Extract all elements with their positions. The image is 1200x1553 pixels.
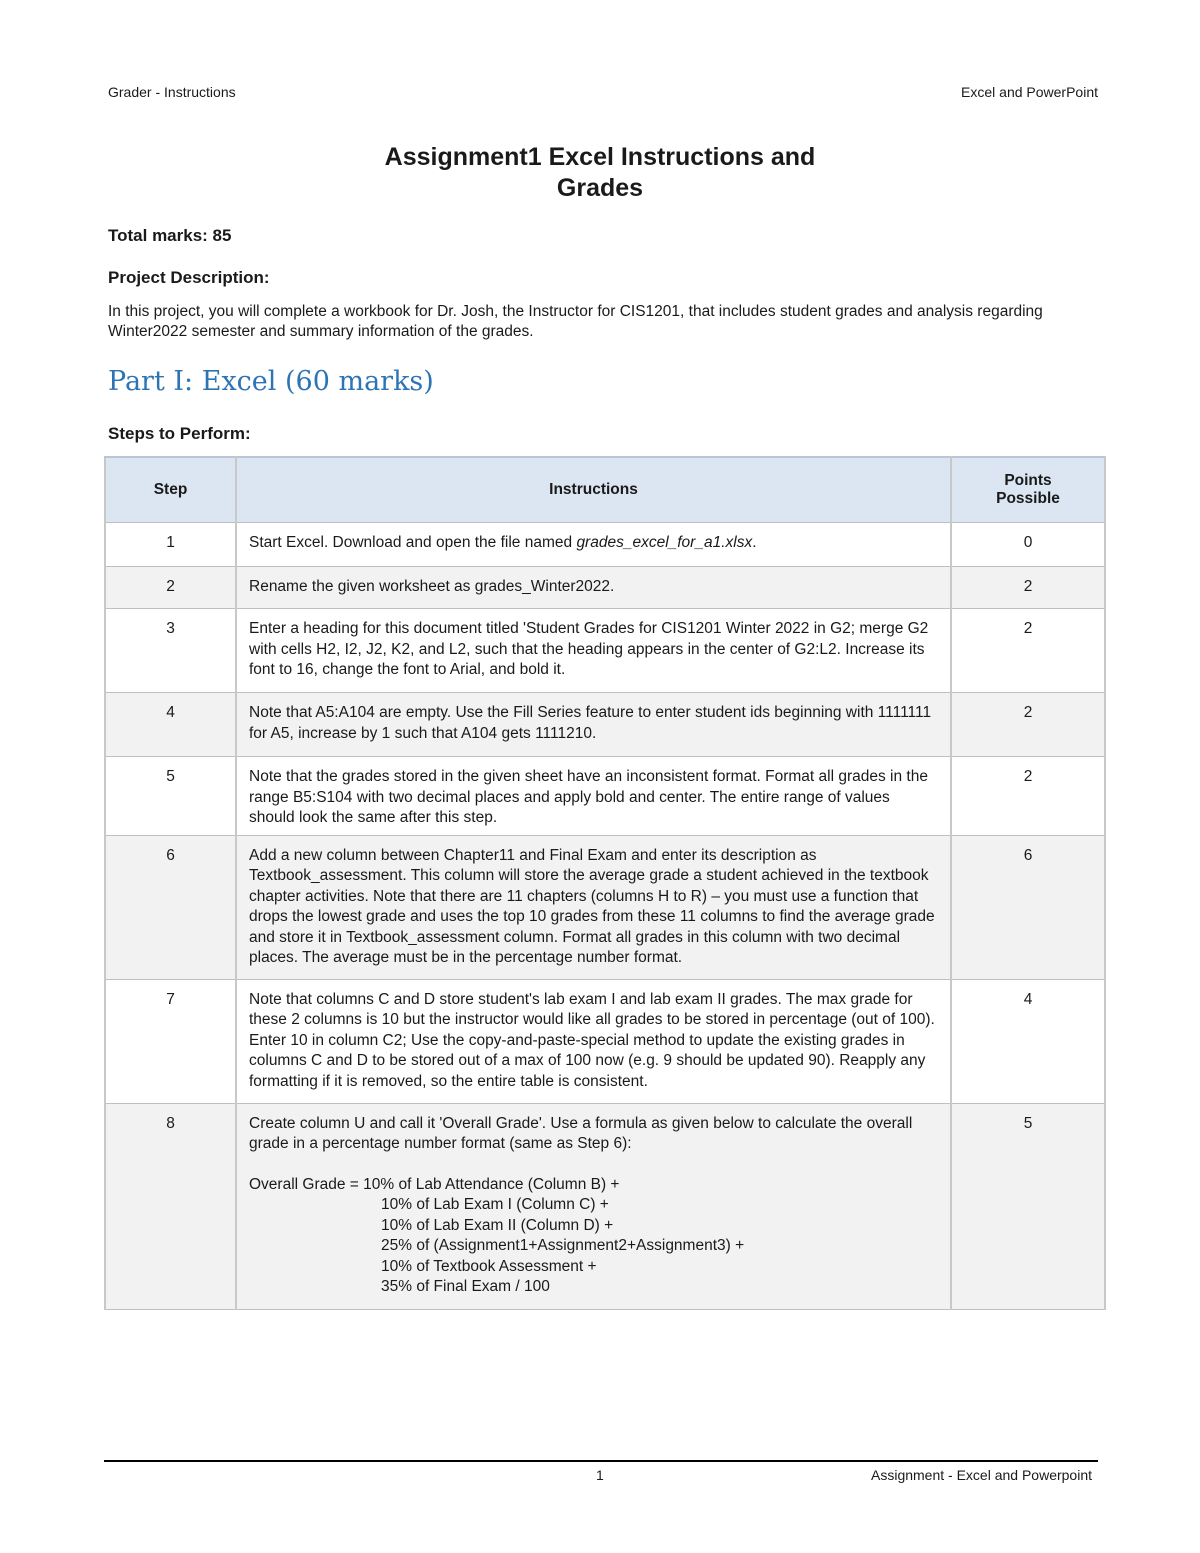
step-points: 0	[951, 523, 1105, 567]
step-instruction: Note that A5:A104 are empty. Use the Fill Series feature to enter student ids beginning with 1111111 for A5, increase by 1 such that A104 gets 1111210.	[236, 693, 951, 757]
formula-line: 10% of Lab Exam I (Column C) +	[381, 1196, 609, 1213]
step-instruction: Rename the given worksheet as grades_Winter2022.	[236, 567, 951, 609]
formula-line: 10% of Lab Exam II (Column D) +	[381, 1216, 614, 1234]
steps-label: Steps to Perform:	[108, 424, 251, 443]
title-line-2: Grades	[556, 174, 644, 202]
page-number: 1	[596, 1467, 604, 1483]
step-number: 8	[105, 1103, 236, 1309]
table-row	[105, 835, 1105, 979]
step-number: 6	[105, 835, 236, 979]
instruction-text-end: .	[752, 534, 757, 551]
step-points: 2	[951, 757, 1105, 836]
formula-line: 25% of (Assignment1+Assignment2+Assignment3) +	[381, 1237, 745, 1254]
step-points: 4	[951, 979, 1105, 1103]
step-number: 1	[105, 523, 236, 567]
header-step: Step	[105, 457, 236, 523]
step-points: 2	[951, 567, 1105, 609]
table-row	[105, 523, 1105, 567]
header-points-line-2: Possible	[996, 490, 1060, 507]
step-instruction	[236, 1103, 951, 1309]
formula-line: 10% of Textbook Assessment +	[381, 1257, 597, 1275]
step-instruction: Enter a heading for this document titled 'Student Grades for CIS1201 Winter 2022 in G2; merge G2 with cells H2, I2, J2, K2, and L2, such that the heading appears in the center of G2:L2. Increase its font to 16, change the font to Arial, and bold it.	[236, 609, 951, 693]
step-points: 2	[951, 693, 1105, 757]
page-header-right: Excel and PowerPoint	[961, 84, 1098, 100]
table-row	[105, 567, 1105, 609]
header-points-line-1: Points	[1004, 472, 1052, 489]
step-points: 6	[951, 835, 1105, 979]
instruction-filename: grades_excel_for_a1.xlsx	[576, 534, 753, 551]
step-number: 3	[105, 609, 236, 693]
instruction-text: Create column U and call it 'Overall Grade'. Use a formula as given below to calculate the overall grade in a percentage number format (same as Step 6):	[249, 1114, 913, 1152]
table-row	[105, 609, 1105, 693]
steps-table	[104, 456, 1106, 1310]
table-row	[105, 1103, 1105, 1309]
step-number: 7	[105, 979, 236, 1103]
project-description-text: In this project, you will complete a workbook for Dr. Josh, the Instructor for CIS1201, that includes student grades and analysis regarding Winter2022 semester and summary information of the grades.	[108, 303, 1043, 340]
step-instruction: Note that columns C and D store student's lab exam I and lab exam II grades. The max grade for these 2 columns is 10 but the instructor would like all grades to be stored in percentage (out of 100). Enter 10 in column C2; Use the copy-and-paste-special method to update the existing grades in columns C and D to be stored out of a max of 100 now (e.g. 9 should be updated 90). Reapply any formatting if it is removed, so the entire table is consistent.	[236, 979, 951, 1103]
header-instructions: Instructions	[236, 457, 951, 523]
footer-rule	[104, 1460, 1098, 1462]
page-header-left: Grader - Instructions	[108, 84, 236, 100]
table-row	[105, 693, 1105, 757]
formula-first-line: Overall Grade = 10% of Lab Attendance (Column B) +	[249, 1175, 620, 1193]
table-row	[105, 757, 1105, 836]
table-row	[105, 979, 1105, 1103]
document-title	[0, 142, 1200, 204]
step-instruction: Add a new column between Chapter11 and Final Exam and enter its description as Textbook_assessment. This column will store the average grade a student achieved in the textbook chapter activities. Note that there are 11 chapters (columns H to R) – you must use a function that drops the lowest grade and uses the top 10 grades from these 11 columns to find the average grade and store it in Textbook_assessment column. Format all grades in this column with two decimal places. The average must be in the percentage number format.	[236, 835, 951, 979]
formula-line: 35% of Final Exam / 100	[381, 1278, 550, 1295]
project-description-label: Project Description:	[108, 268, 270, 287]
total-marks: Total marks: 85	[108, 226, 232, 245]
instruction-text: Start Excel. Download and open the file named	[249, 534, 577, 551]
header-points	[951, 457, 1105, 523]
step-instruction: Note that the grades stored in the given sheet have an inconsistent format. Format all grades in the range B5:S104 with two decimal places and apply bold and center. The entire range of values should look the same after this step.	[236, 757, 951, 836]
step-number: 5	[105, 757, 236, 836]
table-header-row	[105, 457, 1105, 523]
title-line-1: Assignment1 Excel Instructions and	[384, 143, 816, 171]
step-instruction	[236, 523, 951, 567]
step-number: 4	[105, 693, 236, 757]
step-points: 5	[951, 1103, 1105, 1309]
part-heading: Part I: Excel (60 marks)	[108, 366, 434, 397]
footer-right: Assignment - Excel and Powerpoint	[871, 1467, 1092, 1483]
step-points: 2	[951, 609, 1105, 693]
step-number: 2	[105, 567, 236, 609]
